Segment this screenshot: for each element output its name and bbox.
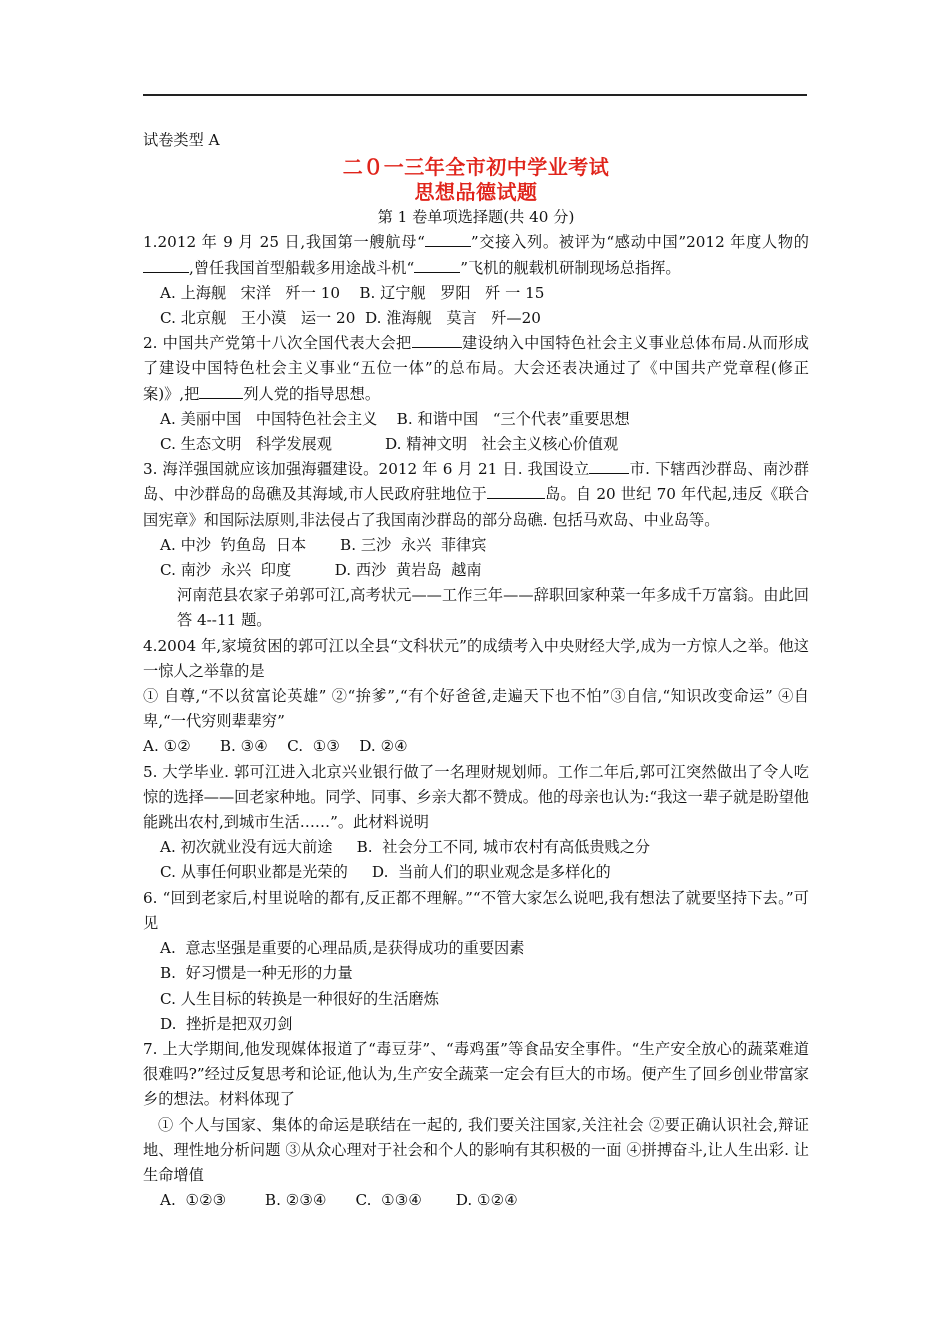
q7-statements: ① 个人与国家、集体的命运是联结在一起的, 我们要关注国家,关注社会 ②要正确认识社会,辩证地、理性地分析问题 ③从众心理对于社会和个人的影响有其积极的一面 ④拼搏奋斗,让人生出彩. 让生命增值 [143, 1115, 809, 1184]
q6-option-d: D. 挫折是把双刃剑 [160, 1014, 293, 1033]
q4-options: A. ①② B. ③④ C. ①③ D. ②④ [143, 737, 408, 756]
q3-text: 3. 海洋强国就应该加强海疆建设。2012 年 6 月 21 日. 我国设立 [143, 460, 590, 479]
q1-text: ,曾任我国首型船载多用途战斗机“ [189, 258, 415, 277]
answer-blank [414, 258, 460, 273]
question-6: 6. “回到老家后,村里说啥的都有,反正都不理解。”“不管大家怎么说吧,我有想法了就要坚持下去。”可见 [143, 888, 809, 932]
q1-text: ”交接入列。被评为“感动中国”2012 年度人物的 [470, 233, 809, 252]
q2-options-ab: A. 美丽中国 中国特色社会主义 B. 和谐中国 “三个代表”重要思想 [160, 409, 630, 428]
q3-text: 市. 下辖西沙群岛、南沙群岛、中沙群岛的岛礁及其海域,市人民政府驻地位于 [143, 460, 809, 504]
answer-blank [425, 232, 471, 247]
paper-type-label: 试卷类型 A [143, 131, 220, 149]
q6-option-c: C. 人生目标的转换是一种很好的生活磨炼 [160, 989, 439, 1008]
question-1 [143, 230, 809, 280]
question-2 [143, 331, 809, 407]
question-5: 5. 大学毕业. 郭可江进入北京兴业银行做了一名理财规划师。工作二年后,郭可江突然做出了令人吃惊的选择——回老家种地。同学、同事、乡亲大都不赞成。他的母亲也认为:“我这一辈子就是盼望他能跳出农村,到城市生活……”。此材料说明 [143, 762, 809, 832]
header-rule [143, 94, 807, 96]
q4-statements: ① 自尊,“不以贫富论英雄” ②“拚爹”,“有个好爸爸,走遍天下也不怕”③自信,“知识改变命运” ④自卑,“一代穷则辈辈穷” [143, 687, 809, 731]
q6-option-a: A. 意志坚强是重要的心理品质,是获得成功的重要因素 [160, 939, 525, 958]
q2-text: 建设纳入中国特色社会主义事业总体布局.从而形成了建设中国特色杜会主义事业“五位一体”的总布局。大会还表决通过了《中国共产党章程(修正案)》,把 [143, 334, 809, 403]
q3-text: 岛。自 20 世纪 70 年代起,违反《联合国宪章》和国际法原则,非法侵占了我国南沙群岛的部分岛礁. 包括马欢岛、中业岛等。 [143, 485, 810, 529]
q2-text: 列人党的指导思想。 [243, 384, 381, 403]
answer-blank [143, 258, 189, 273]
q3-options-ab: A. 中沙 钓鱼岛 日本 B. 三沙 永兴 菲律宾 [160, 535, 487, 554]
q2-text: 2. 中国共产党第十八次全国代表大会把 [143, 334, 412, 353]
exam-content [143, 118, 809, 1213]
answer-blank [487, 484, 545, 499]
q6-option-b: B. 好习惯是一种无形的力量 [160, 964, 353, 983]
q1-text: ”飞机的舰载机研制现场总指挥。 [460, 258, 681, 277]
question-7: 7. 上大学期间,他发现媒体报道了“毒豆芽”、“毒鸡蛋”等食品安全事件。“生产安全放心的蔬菜难道很难吗?”经过反复思考和论证,他认为,生产安全蔬菜一定会有巨大的市场。便产生了回乡创业带富家乡的想法。材料体现了 [143, 1039, 809, 1109]
q5-options-cd: C. 从事任何职业都是光荣的 D. 当前人们的职业观念是多样化的 [160, 863, 611, 882]
q5-options-ab: A. 初次就业没有远大前途 B. 社会分工不同, 城市农村有高低贵贱之分 [160, 838, 651, 857]
answer-blank [412, 333, 462, 348]
answer-blank [199, 384, 243, 399]
material-intro: 河南范县农家子弟郭可江,高考状元——工作三年——辞职回家种菜一年多成千万富翁。由此回答 4--11 题。 [177, 586, 809, 630]
exam-title-line2: 思想品德试题 [414, 180, 538, 205]
question-3 [143, 457, 809, 533]
exam-title-line1: 二０一三年全市初中学业考试 [342, 155, 610, 180]
q2-options-cd: C. 生态文明 科学发展观 D. 精神文明 社会主义核心价值观 [160, 435, 619, 454]
q1-options-ab: A. 上海舰 宋洋 歼一 10 B. 辽宁舰 罗阳 歼 一 15 [160, 283, 545, 302]
q3-options-cd: C. 南沙 永兴 印度 D. 西沙 黄岩岛 越南 [160, 561, 482, 580]
question-4: 4.2004 年,家境贫困的郭可江以全县“文科状元”的成绩考入中央财经大学,成为一方惊人之举。他这一惊人之举靠的是 [143, 636, 809, 680]
section-heading: 第 1 卷单项选择题(共 40 分) [377, 208, 575, 227]
q1-text: 1.2012 年 9 月 25 日,我国第一艘航母“ [143, 233, 425, 252]
q1-options-cd: C. 北京舰 王小漠 运一 20 D. 淮海舰 莫言 歼—20 [160, 309, 541, 328]
answer-blank [589, 459, 629, 474]
q7-options: A. ①②③ B. ②③④ C. ①③④ D. ①②④ [160, 1191, 518, 1210]
